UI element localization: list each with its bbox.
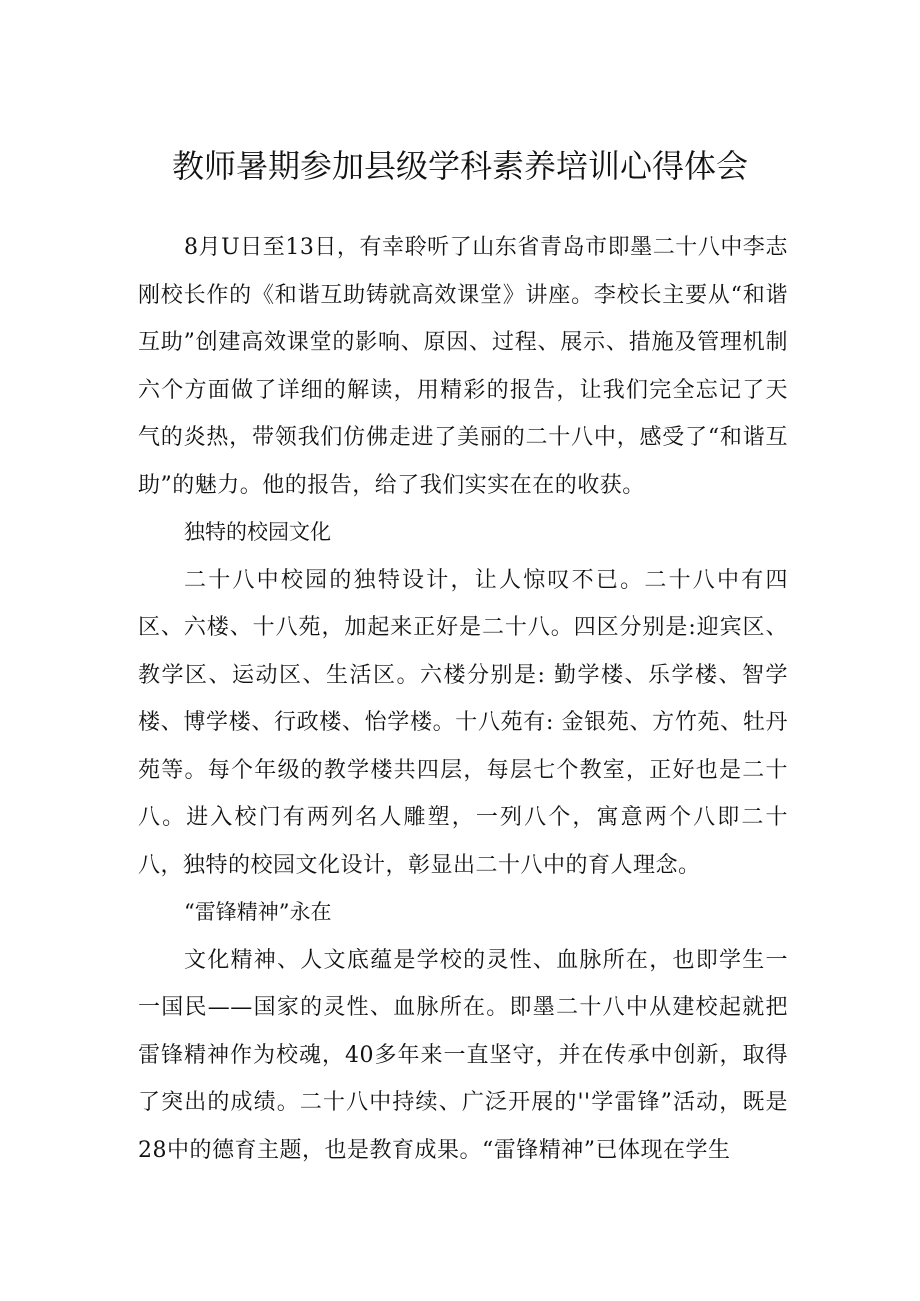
paragraph-leifeng-spirit: 文化精神、人文底蕴是学校的灵性、血脉所在，也即学生一一国民——国家的灵性、血脉所在。即墨二十八中从建校起就把雷锋精神作为校魂，40多年来一直坚守，并在传承中创新，取得了突出的成绩。二十八中持续、广泛开展的''学雷锋”活动，既是28中的德育主题，也是教育成果。“雷锋精神”已体现在学生 — [138, 947, 788, 1163]
section-heading-leifeng-spirit: “雷锋精神”永在 — [184, 900, 332, 924]
paragraph-intro: 8月U日至13日，有幸聆听了山东省青岛市即墨二十八中李志刚校长作的《和谐互助铸就高效课堂》讲座。李校长主要从“和谐互助”创建高效课堂的影响、原因、过程、展示、措施及管理机制六个方面做了详细的解读，用精彩的报告，让我们完全忘记了天气的炎热，带领我们仿佛走进了美丽的二十八中，感受了“和谐互助”的魅力。他的报告，给了我们实实在在的收获。 — [138, 235, 788, 498]
document-title: 教师暑期参加县级学科素养培训心得体会 — [171, 147, 748, 185]
paragraph-campus-culture: 二十八中校园的独特设计，让人惊叹不已。二十八中有四区、六楼、十八苑，加起来正好是二十八。四区分别是:迎宾区、教学区、运动区、生活区。六楼分别是: 勤学楼、乐学楼、智学楼、博学楼、行政楼、怡学楼。十八苑有: 金银苑、方竹苑、牡丹苑等。每个年级的教学楼共四层，每层七个教室，正好也是二十八。进入校门有两列名人雕塑，一列八个，寓意两个八即二十八，独特的校园文化设计，彰显出二十八中的育人理念。 — [138, 567, 788, 878]
document-body — [138, 224, 788, 1174]
section-heading-campus-culture: 独特的校园文化 — [184, 520, 331, 544]
